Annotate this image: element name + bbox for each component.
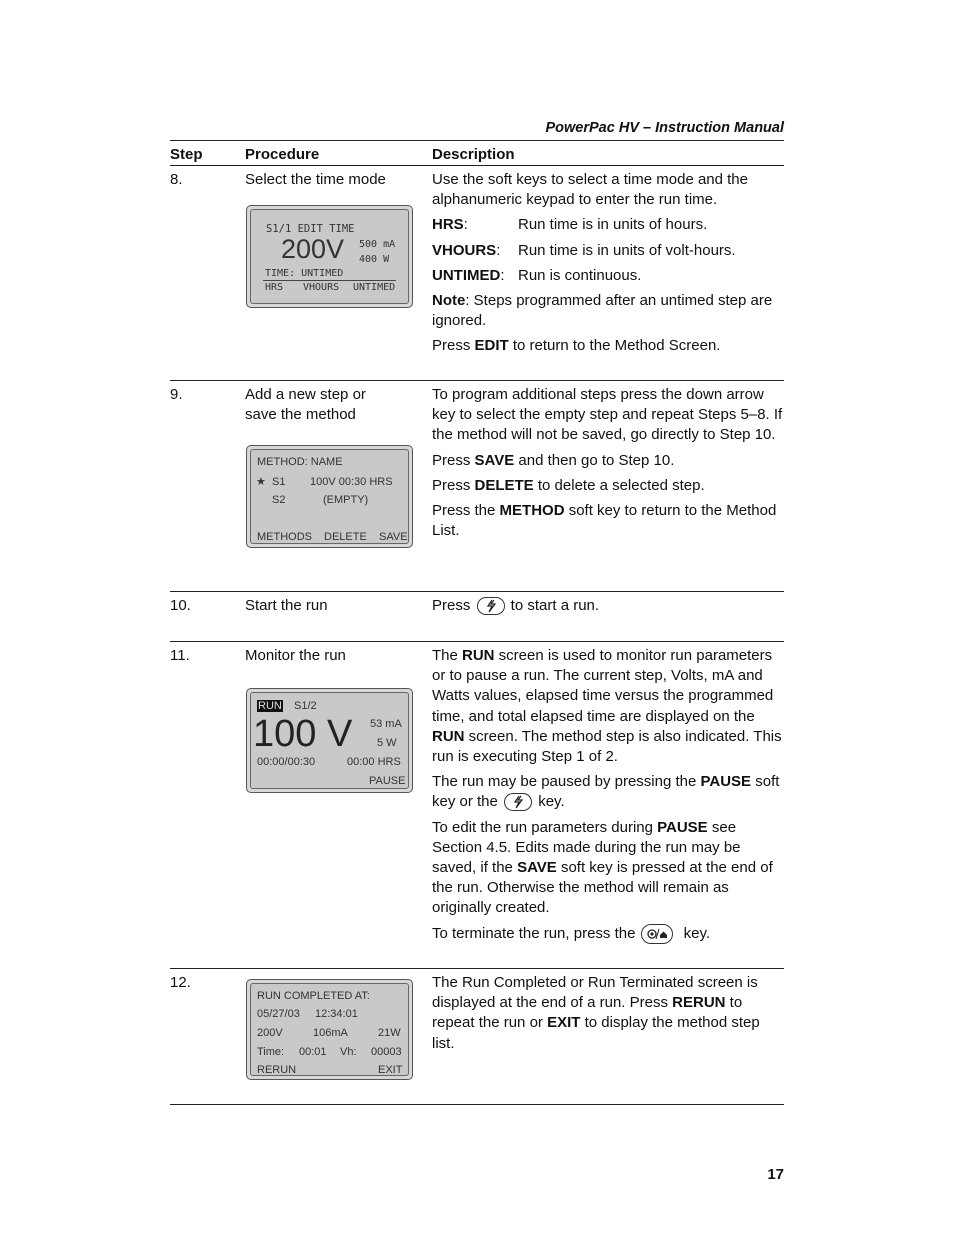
lcd-softkey-exit: EXIT [378, 1064, 403, 1076]
lcd-method-screen [246, 445, 413, 548]
lcd-method-title: METHOD: NAME [257, 456, 343, 468]
lcd-softkey-pause: PAUSE [369, 775, 406, 787]
page-header-title: PowerPac HV – Instruction Manual [545, 120, 784, 136]
lcd-completed-ma: 106mA [313, 1027, 348, 1039]
step-12-number: 12. [170, 974, 191, 991]
lcd-watts: 400 W [359, 254, 390, 265]
lcd-divider [263, 280, 396, 281]
step-8-procedure: Select the time mode [245, 171, 386, 188]
step-12-description: The Run Completed or Run Terminated screen is displayed at the end of a run. Press RERUN to repeat the run or EXIT to display the method step list. [432, 974, 760, 1052]
step-9-delete-instruction: Press DELETE to delete a selected step. [432, 476, 705, 494]
step-11-edit-text: To edit the run parameters during PAUSE see Section 4.5. Edits made during the run may be saved, if the SAVE soft key is pressed at the end of the run. Otherwise the method will remain as originally created. [432, 818, 773, 917]
lcd-softkey-delete: DELETE [324, 531, 367, 543]
lcd-run-screen [246, 688, 413, 793]
step-9-procedure: Add a new step or save the method [245, 386, 366, 424]
step-9-save-instruction: Press SAVE and then go to Step 10. [432, 451, 675, 469]
lcd-softkey-vhours: VHOURS [303, 282, 340, 293]
step-11-number: 11. [170, 647, 190, 664]
column-header-step: Step [170, 146, 203, 163]
step-11-description [432, 646, 784, 949]
lcd-completed-time-value: 00:01 [299, 1046, 327, 1058]
lcd-completed-watts: 21W [378, 1027, 401, 1039]
lcd-edit-time-screen [246, 205, 413, 308]
lcd-run-elapsed: 00:00/00:30 [257, 756, 316, 768]
step-9-method-instruction: Press the METHOD soft key to return to the Method List. [432, 502, 777, 540]
lcd-completed-title: RUN COMPLETED AT: [257, 990, 370, 1002]
step-8-intro: Use the soft keys to select a time mode and the alphanumeric keypad to enter the run time. [432, 171, 748, 209]
run-key-icon [504, 793, 532, 811]
step-10-number: 10. [170, 597, 191, 614]
step-10-description: Press to start a run. [432, 597, 600, 614]
lcd-softkey-hrs: HRS [265, 282, 284, 293]
step-8-number: 8. [170, 171, 183, 188]
lcd-selected-star-icon: ★ [256, 476, 266, 488]
step-10-procedure: Start the run [245, 597, 328, 614]
table-header-rule [170, 165, 784, 166]
lcd-completed-date: 05/27/03 [257, 1008, 300, 1020]
lcd-completed-clock: 12:34:01 [315, 1008, 358, 1020]
lcd-run-watts: 5 W [377, 737, 397, 749]
lcd-completed-vh-label: Vh: [340, 1046, 357, 1058]
step-11-terminate-text: To terminate the run, press the key. [432, 924, 784, 944]
lcd-ma: 500 mA [359, 239, 396, 250]
step-8-edit-instruction: Press EDIT to return to the Method Screen. [432, 337, 721, 355]
lcd-edit-title: S1/1 EDIT TIME [266, 223, 355, 235]
step-8-note: Note: Steps programmed after an untimed step are ignored. [432, 292, 773, 330]
lcd-step-s1-value: 100V 00:30 HRS [310, 476, 393, 488]
lcd-time-mode: TIME: UNTIMED [265, 268, 344, 279]
lcd-step-s2: S2 [272, 494, 286, 506]
lcd-step-s2-value: (EMPTY) [323, 494, 369, 506]
lcd-run-completed-screen [246, 979, 413, 1080]
row-rule-10 [170, 641, 784, 642]
lcd-softkey-save: SAVE [379, 531, 408, 543]
step-11-procedure: Monitor the run [245, 647, 346, 664]
lcd-completed-vh-value: 00003 [371, 1046, 402, 1058]
table-bottom-rule [170, 1104, 784, 1105]
lcd-step-s1: S1 [272, 476, 286, 488]
time-mode-definitions [432, 215, 784, 286]
row-rule-8 [170, 380, 784, 381]
step-11-run-screen-text: The RUN screen is used to monitor run parameters or to pause a run. The current step, Volts, mA and Watts values, elapsed time versus the programmed time, and total elapsed time are displayed on the RUN screen. The method step is also indicated. This run is executing Step 1 of 2. [432, 647, 782, 766]
definition-hrs: HRS: Run time is in units of hours. [432, 216, 708, 234]
lcd-softkey-rerun: RERUN [257, 1064, 297, 1076]
step-9-description [432, 385, 784, 546]
lcd-run-total: 00:00 HRS [347, 756, 401, 768]
run-key-icon [477, 597, 505, 615]
lcd-run-tag: RUN [258, 700, 282, 712]
step-9-intro: To program additional steps press the down arrow key to select the empty step and repeat Steps 5–8. If the method will not be saved, go directly to Step 10. [432, 386, 783, 444]
definition-untimed: UNTIMED: Run is continuous. [432, 266, 642, 284]
step-8-description [432, 170, 784, 362]
step-11-pause-text: The run may be paused by pressing the PAUSE soft key or the key. [432, 773, 780, 811]
step-9-number: 9. [170, 386, 183, 403]
lcd-softkey-methods: METHODS [257, 531, 312, 543]
lcd-completed-volts: 200V [257, 1027, 283, 1039]
lcd-run-volts: 100 V [253, 713, 353, 755]
column-header-procedure: Procedure [245, 146, 320, 163]
header-rule [170, 140, 784, 141]
lcd-run-step: S1/2 [294, 700, 317, 712]
lcd-softkey-untimed: UNTIMED [353, 282, 396, 293]
lcd-completed-time-label: Time: [257, 1046, 285, 1058]
row-rule-11 [170, 968, 784, 969]
column-header-description: Description [432, 146, 515, 163]
lcd-volts: 200V [281, 234, 345, 264]
stop-home-key-icon [641, 924, 673, 944]
lcd-run-ma: 53 mA [370, 718, 402, 730]
page-number: 17 [767, 1166, 784, 1183]
definition-vhours: VHOURS: Run time is in units of volt-hours. [432, 241, 736, 259]
row-rule-9 [170, 591, 784, 592]
